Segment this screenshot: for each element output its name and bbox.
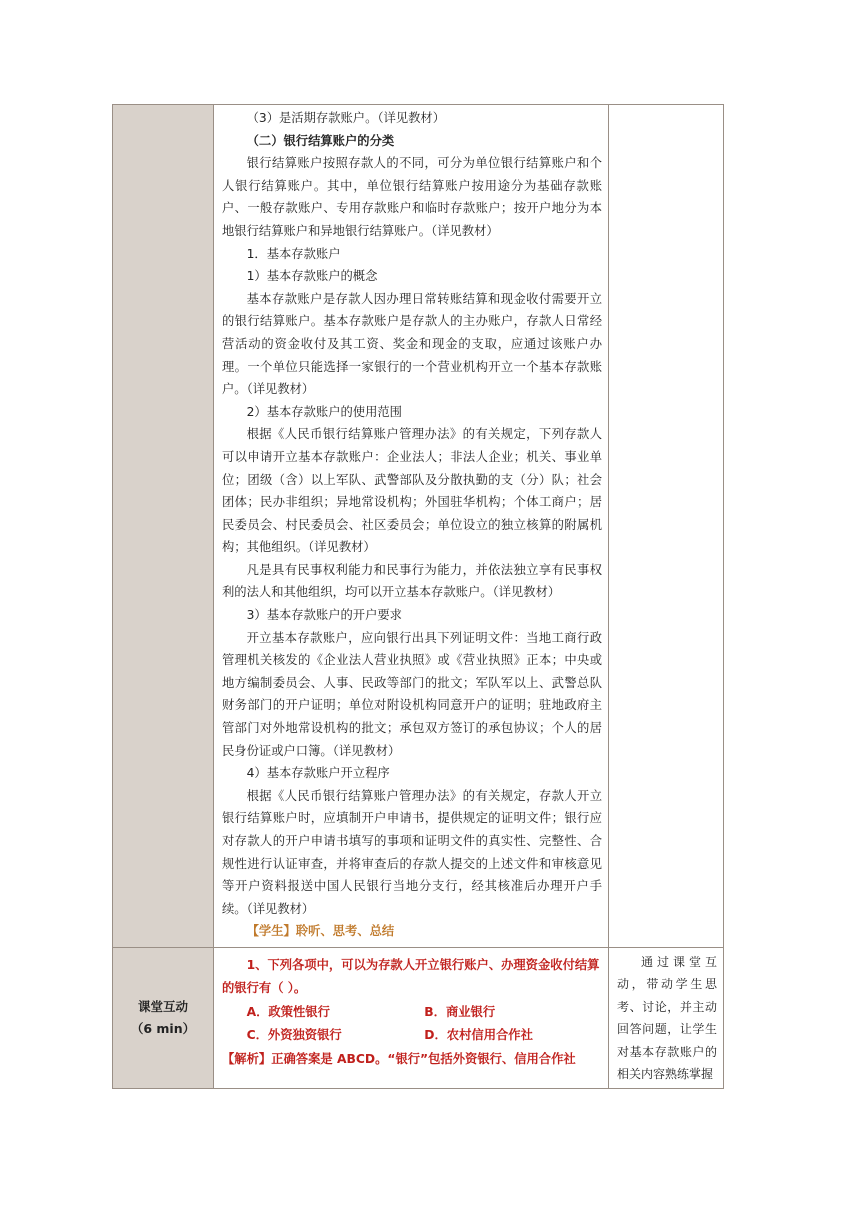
paragraph: 银行结算账户按照存款人的不同，可分为单位银行结算账户和个人银行结算账户。其中，单位银行结算账户按用途分为基础存款账户、一般存款账户、专用存款账户和临时存款账户；按开户地分为本地银行结算账户和异地银行结算账户。（详见教材） (222, 156, 602, 238)
interaction-label-title: 课堂互动 (137, 998, 188, 1014)
option-c: C．外资独资银行 (246, 1028, 342, 1043)
lesson-table (112, 104, 724, 1089)
teaching-note-cell (609, 947, 724, 1088)
interaction-row (113, 947, 724, 1088)
interaction-label-time: （6 min） (130, 1020, 196, 1036)
paragraph: 基本存款账户是存款人因办理日常转账结算和现金收付需要开立的银行结算账户。基本存款账户是存款人的主办账户，存款人日常经营活动的资金收付及其工资、奖金和现金的支取，应通过该账户办理。一个单位只能选择一家银行的一个营业机构开立一个基本存款账户。（详见教材） (222, 291, 602, 397)
options-row-1 (222, 1001, 602, 1025)
content-row (113, 105, 724, 948)
student-note: 【学生】聆听、思考、总结 (246, 924, 395, 939)
note-cell-empty (609, 105, 724, 948)
subheading: 2）基本存款账户的使用范围 (246, 404, 402, 419)
paragraph: 凡是具有民事权利能力和民事行为能力，并依法独立享有民事权利的法人和其他组织，均可以开立基本存款账户。（详见教材） (222, 562, 602, 600)
interaction-label (113, 947, 214, 1088)
question-text: 1、下列各项中，可以为存款人开立银行账户、办理资金收付结算的银行有（ ）。 (222, 957, 600, 996)
side-cell-empty (113, 105, 214, 948)
content-cell (214, 105, 609, 948)
section-heading: （二）银行结算账户的分类 (246, 133, 395, 148)
option-a: A．政策性银行 (246, 1004, 330, 1019)
options-row-2 (222, 1024, 602, 1048)
teaching-note: 通过课堂互动，带动学生思考、讨论，并主动回答问题，让学生对基本存款账户的相关内容熟练掌握 (617, 954, 717, 1082)
subheading: 4）基本存款账户开立程序 (246, 766, 390, 781)
question-cell (214, 947, 609, 1088)
subheading: 1．基本存款账户 (246, 246, 341, 261)
subheading: 1）基本存款账户的概念 (246, 269, 378, 284)
option-b: B．商业银行 (424, 1004, 496, 1019)
paragraph: 根据《人民币银行结算账户管理办法》的有关规定，下列存款人可以申请开立基本存款账户：企业法人；非法人企业；机关、事业单位；团级（含）以上军队、武警部队及分散执勤的支（分）队；社会团体；民办非组织；异地常设机构；外国驻华机构；个体工商户；居民委员会、村民委员会、社区委员会；单位设立的独立核算的附属机构；其他组织。（详见教材） (222, 427, 602, 555)
subheading: 3）基本存款账户的开户要求 (246, 608, 402, 623)
paragraph: （3）是活期存款账户。（详见教材） (246, 111, 446, 125)
option-d: D．农村信用合作社 (424, 1028, 533, 1043)
paragraph: 开立基本存款账户，应向银行出具下列证明文件：当地工商行政管理机关核发的《企业法人营业执照》或《营业执照》正本；中央或地方编制委员会、人事、民政等部门的批文；军队军以上、武警总队财务部门的开户证明；单位对附设机构同意开户的证明；驻地政府主管部门对外地常设机构的批文；承包双方签订的承包协议；个人的居民身份证或户口簿。（详见教材） (222, 630, 602, 758)
paragraph: 根据《人民币银行结算账户管理办法》的有关规定，存款人开立银行结算账户时，应填制开户申请书，提供规定的证明文件；银行应对存款人的开户申请书填写的事项和证明文件的真实性、完整性、合规性进行认证审查，并将审查后的存款人提交的上述文件和审核意见等开户资料报送中国人民银行当地分支行，经其核准后办理开户手续。（详见教材） (222, 788, 602, 916)
analysis-text: 【解析】正确答案是 ABCD。“银行”包括外资银行、信用合作社 (222, 1051, 576, 1066)
